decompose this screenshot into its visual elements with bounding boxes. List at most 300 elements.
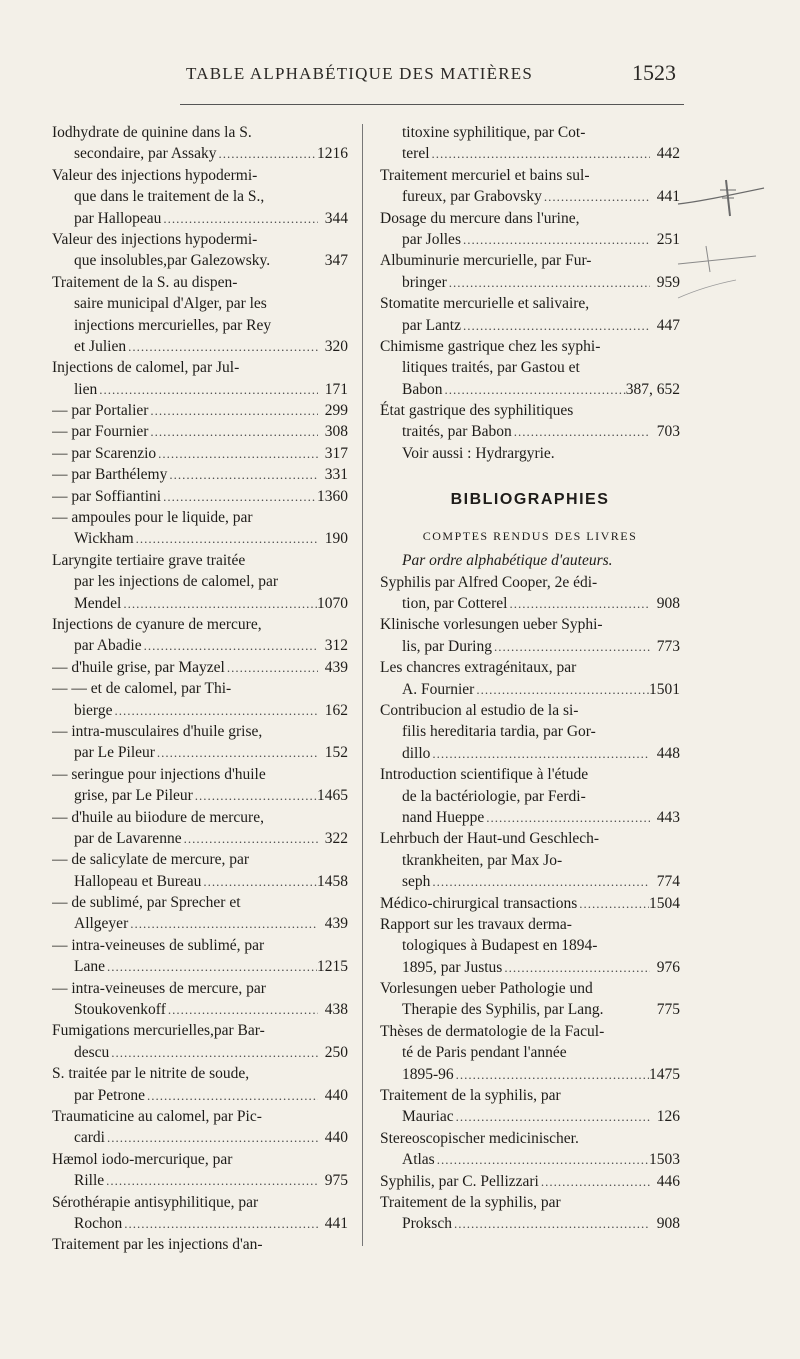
- entry-text: et Julien: [74, 337, 127, 355]
- entry-text: — par Soffiantini: [52, 487, 162, 505]
- entry-text: — par Scarenzio: [52, 444, 157, 462]
- page-reference: 908: [656, 1215, 680, 1233]
- entry-text: Traitement de la syphilis, par: [380, 1193, 561, 1211]
- index-entry-line: [52, 935, 348, 956]
- page-reference: 440: [324, 1086, 348, 1104]
- dot-leader: [145, 1085, 318, 1106]
- index-entry-line: [380, 978, 680, 999]
- entry-text: État gastrique des syphilitiques: [380, 402, 574, 420]
- index-entry-line: [52, 978, 348, 999]
- dot-leader: [507, 593, 650, 614]
- dot-leader: [167, 464, 318, 485]
- dot-leader: [166, 999, 318, 1020]
- column-divider: [362, 124, 363, 1246]
- dot-leader: [452, 1213, 650, 1234]
- page-reference: 1503: [649, 1151, 680, 1169]
- entry-text: Stoukovenkoff: [74, 1001, 166, 1019]
- bibliography-entries: [380, 572, 680, 1235]
- entry-text: — de sublimé, par Sprecher et: [52, 894, 241, 912]
- entry-text: Injections de calomel, par Jul-: [52, 359, 240, 377]
- dot-leader: [142, 635, 318, 656]
- index-entry-line: [52, 186, 348, 207]
- entry-text: — d'huile au biiodure de mercure,: [52, 808, 264, 826]
- index-entry-line: [52, 614, 348, 635]
- index-entry-line: [380, 614, 680, 635]
- entry-text: Lane: [74, 958, 105, 976]
- index-entry-line: [380, 1064, 680, 1085]
- entry-text: saire municipal d'Alger, par les: [74, 295, 267, 313]
- dot-leader: [442, 379, 625, 400]
- entry-text: Stereoscopischer medicinischer.: [380, 1129, 579, 1147]
- page-reference: 251: [656, 230, 680, 248]
- page-reference: 126: [656, 1108, 680, 1126]
- dot-leader: [155, 742, 318, 763]
- page-reference: 775: [656, 1001, 680, 1019]
- entry-text: — ampoules pour le liquide, par: [52, 509, 253, 527]
- entry-text: de la bactériologie, par Ferdi-: [402, 787, 586, 805]
- entry-text: — — et de calomel, par Thi-: [52, 680, 232, 698]
- index-entry-line: [380, 379, 680, 400]
- index-entry-line: [52, 486, 348, 507]
- dot-leader: [134, 528, 318, 549]
- entry-text: lien: [74, 380, 98, 398]
- entry-text: dillo: [402, 744, 431, 762]
- index-entry-line: [52, 828, 348, 849]
- entry-text: titoxine syphilitique, par Cot-: [402, 124, 586, 141]
- index-entry-line: [52, 208, 348, 229]
- page-header: [0, 62, 800, 92]
- index-entry-line: [52, 1042, 348, 1063]
- entry-text: — de salicylate de mercure, par: [52, 851, 250, 869]
- index-entry-line: [52, 143, 348, 164]
- index-entry-line: [52, 635, 348, 656]
- index-entry-line: [380, 807, 680, 828]
- page-reference: 908: [656, 595, 680, 613]
- dot-leader: [461, 229, 650, 250]
- entry-text: Atlas: [402, 1151, 435, 1169]
- entry-text: terel: [402, 145, 430, 163]
- index-entry-line: [52, 293, 348, 314]
- entry-text: injections mercurielles, par Rey: [74, 316, 272, 334]
- page-reference: 441: [324, 1214, 348, 1232]
- page-reference: 448: [656, 744, 680, 762]
- index-entry-line: [380, 250, 680, 271]
- page-reference: 441: [656, 188, 680, 206]
- page-reference: 446: [656, 1172, 680, 1190]
- index-entry-line: [52, 272, 348, 293]
- entry-text: Chimisme gastrique chez les syphi-: [380, 337, 601, 355]
- page-reference: 308: [324, 423, 348, 441]
- index-entry-line: [52, 1213, 348, 1234]
- entry-text: Injections de cyanure de mercure,: [52, 615, 262, 633]
- dot-leader: [502, 957, 650, 978]
- dot-leader: [512, 421, 650, 442]
- index-entry-line: [52, 315, 348, 336]
- index-entry-line: [52, 593, 348, 614]
- entry-text: Introduction scientifique à l'étude: [380, 766, 589, 784]
- index-entry-line: [52, 507, 348, 528]
- index-entry-line: [52, 1149, 348, 1170]
- entry-text: grise, par Le Pileur: [74, 787, 193, 805]
- entry-text: Fumigations mercurielles,par Bar-: [52, 1022, 265, 1040]
- left-column: [52, 122, 348, 1256]
- index-entry-line: [52, 871, 348, 892]
- page-reference: 443: [656, 808, 680, 826]
- index-entry-line: [52, 443, 348, 464]
- page-reference: 774: [656, 873, 680, 891]
- index-entry-line: [380, 272, 680, 293]
- dot-leader: [225, 657, 318, 678]
- entry-text: — par Barthélemy: [52, 466, 168, 484]
- index-entry-line: [52, 1063, 348, 1084]
- index-entry-line: [52, 657, 348, 678]
- entry-text: Thèses de dermatologie de la Facul-: [380, 1022, 605, 1040]
- entry-text: par les injections de calomel, par: [74, 573, 279, 591]
- entry-text: fureux, par Grabovsky: [402, 188, 542, 206]
- page-reference: 975: [324, 1172, 348, 1190]
- entry-text: Valeur des injections hypodermi-: [52, 230, 258, 248]
- dot-leader: [539, 1171, 650, 1192]
- index-entry-line: [380, 999, 680, 1020]
- header-rule: [180, 104, 684, 105]
- index-entry-line: [380, 593, 680, 614]
- entry-text: par Hallopeau: [74, 209, 162, 227]
- dot-leader: [126, 336, 318, 357]
- entry-text: Wickham: [74, 530, 134, 548]
- index-entry-line: [52, 1085, 348, 1106]
- entry-text: secondaire, par Assaky: [74, 145, 217, 163]
- entry-text: Traitement mercuriel et bains sul-: [380, 166, 590, 184]
- index-entry-line: [380, 721, 680, 742]
- entry-text: Rapport sur les travaux derma-: [380, 915, 572, 933]
- entry-text: Klinische vorlesungen ueber Syphi-: [380, 616, 603, 634]
- bibliography-intro: Par ordre alphabétique d'auteurs.: [402, 552, 613, 570]
- dot-leader: [161, 208, 318, 229]
- index-entry-line: [52, 678, 348, 699]
- index-entry-line: [52, 464, 348, 485]
- dot-leader: [201, 871, 317, 892]
- index-entry-line: [380, 828, 680, 849]
- entry-text: Dosage du mercure dans l'urine,: [380, 209, 580, 227]
- dot-leader: [454, 1106, 650, 1127]
- entry-text: Rochon: [74, 1214, 123, 1232]
- page-reference: 320: [324, 337, 348, 355]
- dot-leader: [430, 871, 650, 892]
- page-reference: 439: [324, 658, 348, 676]
- index-entry-line: [380, 572, 680, 593]
- page-reference: 1216: [317, 145, 348, 163]
- dot-leader: [193, 785, 317, 806]
- index-entry-line: [52, 122, 348, 143]
- entry-text: Traitement de la syphilis, par: [380, 1087, 561, 1105]
- page-reference: 312: [324, 637, 348, 655]
- entry-text: Vorlesungen ueber Pathologie und: [380, 980, 593, 998]
- entry-text: tologiques à Budapest en 1894-: [402, 937, 598, 955]
- dot-leader: [97, 379, 318, 400]
- dot-leader: [216, 143, 317, 164]
- index-entry-line: [380, 1042, 680, 1063]
- index-entry-line: [52, 764, 348, 785]
- page-reference: 152: [324, 744, 348, 762]
- dot-leader: [542, 186, 650, 207]
- index-entry-line: [380, 743, 680, 764]
- bibliography-heading: BIBLIOGRAPHIES: [450, 491, 610, 509]
- index-entry-line: [52, 1192, 348, 1213]
- entry-text: — par Fournier: [52, 423, 149, 441]
- entry-text: Voir aussi : Hydrargyrie.: [402, 444, 555, 462]
- entry-text: seph: [402, 873, 431, 891]
- entry-text: bringer: [402, 273, 447, 291]
- entry-text: par Abadie: [74, 637, 142, 655]
- page-reference: 439: [324, 915, 348, 933]
- index-entry-line: [380, 293, 680, 314]
- index-entry-line: [380, 400, 680, 421]
- entry-text: Contribucion al estudio de la si-: [380, 701, 579, 719]
- index-entry-line: [52, 999, 348, 1020]
- dot-leader: [492, 636, 650, 657]
- entry-text: Rille: [74, 1172, 105, 1190]
- entry-text: par Jolles: [402, 230, 461, 248]
- page-reference: 190: [324, 530, 348, 548]
- dot-leader: [128, 913, 318, 934]
- dot-leader: [461, 315, 650, 336]
- entry-text: Allgeyer: [74, 915, 129, 933]
- entry-text: que dans le traitement de la S.,: [74, 188, 265, 206]
- index-entry-line: [52, 1127, 348, 1148]
- index-entry-line: [380, 357, 680, 378]
- entry-text: litiques traités, par Gastou et: [402, 359, 580, 377]
- entry-text: Stomatite mercurielle et salivaire,: [380, 295, 590, 313]
- entry-text: Traitement par les injections d'an-: [52, 1236, 263, 1254]
- index-entry-line: [380, 315, 680, 336]
- index-entry-line: [380, 935, 680, 956]
- entry-text: — intra-veineuses de mercure, par: [52, 979, 266, 997]
- dot-leader: [435, 1149, 649, 1170]
- page-reference: 1501: [649, 680, 680, 698]
- dot-leader: [484, 807, 650, 828]
- index-entry-line: [380, 1085, 680, 1106]
- index-entry-line: [52, 1106, 348, 1127]
- entry-text: par Petrone: [74, 1086, 146, 1104]
- index-entry-line: [52, 379, 348, 400]
- entry-text: par Lantz: [402, 316, 461, 334]
- page-reference: 976: [656, 958, 680, 976]
- page-reference: 162: [324, 701, 348, 719]
- entry-text: — par Portalier: [52, 402, 149, 420]
- entry-text: Mauriac: [402, 1108, 454, 1126]
- page-reference: 447: [656, 316, 680, 334]
- entry-text: Laryngite tertiaire grave traitée: [52, 551, 246, 569]
- entry-text: tkrankheiten, par Max Jo-: [402, 851, 563, 869]
- index-entry-line: [380, 657, 680, 678]
- dot-leader: [105, 956, 317, 977]
- index-entry-line: [380, 1149, 680, 1170]
- page-reference: 331: [324, 466, 348, 484]
- index-entry-line: [380, 700, 680, 721]
- index-entry-line: [52, 1020, 348, 1041]
- page-reference: 1070: [317, 594, 348, 612]
- index-entry-line: [380, 1106, 680, 1127]
- index-entry-line: [52, 400, 348, 421]
- entry-text: Syphilis par Alfred Cooper, 2e édi-: [380, 573, 598, 591]
- entry-text: nand Hueppe: [402, 808, 485, 826]
- dot-leader: [109, 1042, 318, 1063]
- dot-leader: [182, 828, 318, 849]
- page-reference: 171: [324, 380, 348, 398]
- index-entry-line: [52, 700, 348, 721]
- entry-text: Lehrbuch der Haut-und Geschlech-: [380, 830, 600, 848]
- index-entry-line: [380, 893, 680, 914]
- entry-text: 1895, par Justus: [402, 958, 503, 976]
- index-entry-line: [380, 1192, 680, 1213]
- index-entry-line: [380, 421, 680, 442]
- page-reference: 317: [324, 444, 348, 462]
- entry-text: Albuminurie mercurielle, par Fur-: [380, 252, 592, 270]
- entry-text: que insolubles,par Galezowsky.: [74, 252, 271, 270]
- index-entry-line: [52, 336, 348, 357]
- dot-leader: [430, 743, 650, 764]
- entry-text: Mendel: [74, 594, 122, 612]
- index-entry-line: [380, 914, 680, 935]
- entry-text: 1895-96: [402, 1065, 454, 1083]
- page-reference: 1458: [317, 872, 348, 890]
- index-entry-line: [380, 229, 680, 250]
- index-entry-line: [52, 956, 348, 977]
- index-entry-line: [380, 336, 680, 357]
- dot-leader: [161, 486, 317, 507]
- bibliography-subheading: COMPTES RENDUS DES LIVRES: [422, 529, 638, 544]
- index-entry-line: [52, 250, 348, 271]
- entry-text: A. Fournier: [402, 680, 475, 698]
- page-reference: 703: [656, 423, 680, 441]
- index-entry-line: [52, 550, 348, 571]
- dot-leader: [474, 679, 649, 700]
- index-entry-line: [52, 1170, 348, 1191]
- page-reference: 959: [656, 273, 680, 291]
- index-entry-line: [52, 571, 348, 592]
- index-entry-line: [380, 122, 680, 143]
- index-entry-line: [380, 1128, 680, 1149]
- entry-text: Proksch: [402, 1215, 452, 1233]
- page-reference: 322: [324, 829, 348, 847]
- page-reference: 387, 652: [625, 380, 680, 398]
- page-reference: 438: [324, 1001, 348, 1019]
- entry-text: Traitement de la S. au dispen-: [52, 273, 238, 291]
- entry-text: — intra-musculaires d'huile grise,: [52, 722, 263, 740]
- index-entry-line: [380, 165, 680, 186]
- entry-text: — d'huile grise, par Mayzel: [52, 658, 225, 676]
- dot-leader: [105, 1127, 318, 1148]
- index-entry-line: [52, 742, 348, 763]
- entry-text: Iodhydrate de quinine dans la S.: [52, 124, 252, 141]
- index-entry-line: [380, 1213, 680, 1234]
- index-entry-line: [380, 143, 680, 164]
- entry-text: Traumaticine au calomel, par Pic-: [52, 1107, 262, 1125]
- dot-leader: [104, 1170, 318, 1191]
- dot-leader: [430, 143, 650, 164]
- page-reference: 1360: [317, 487, 348, 505]
- page-reference: 299: [324, 402, 348, 420]
- entry-text: par Le Pileur: [74, 744, 155, 762]
- dot-leader: [121, 593, 317, 614]
- dot-leader: [156, 443, 318, 464]
- index-entry-line: [380, 850, 680, 871]
- entry-text: Les chancres extragénitaux, par: [380, 659, 577, 677]
- right-column: [380, 122, 680, 1235]
- running-title: TABLE ALPHABÉTIQUE DES MATIÈRES: [186, 64, 534, 83]
- dot-leader: [577, 893, 649, 914]
- index-entry-line: [380, 957, 680, 978]
- entry-text: Hallopeau et Bureau: [74, 872, 202, 890]
- index-entry-line: [380, 764, 680, 785]
- index-entry-line: [52, 913, 348, 934]
- page-number: 1523: [632, 60, 676, 85]
- index-entry-line: [52, 721, 348, 742]
- entry-text: lis, par During: [402, 637, 492, 655]
- index-entry-line: [52, 229, 348, 250]
- entry-text: Hæmol iodo-mercurique, par: [52, 1150, 233, 1168]
- entry-text: S. traitée par le nitrite de soude,: [52, 1065, 250, 1083]
- page-reference: 347: [324, 252, 348, 270]
- dot-leader: [454, 1064, 649, 1085]
- entry-text: cardi: [74, 1129, 105, 1147]
- entry-text: Babon: [402, 380, 443, 398]
- page-reference: 440: [324, 1129, 348, 1147]
- entry-text: — intra-veineuses de sublimé, par: [52, 936, 265, 954]
- page-reference: 1215: [317, 958, 348, 976]
- index-entry-line: [52, 1234, 348, 1255]
- pencil-annotation-mark: [676, 176, 766, 306]
- entry-text: traités, par Babon: [402, 423, 512, 441]
- index-entry-line: [52, 528, 348, 549]
- index-entry-line: [52, 357, 348, 378]
- page-reference: 344: [324, 209, 348, 227]
- page-reference: 773: [656, 637, 680, 655]
- index-entry-line: [380, 443, 680, 464]
- page-reference: 250: [324, 1043, 348, 1061]
- dot-leader: [122, 1213, 318, 1234]
- page-reference: 442: [656, 145, 680, 163]
- index-entry-line: [52, 807, 348, 828]
- index-entry-line: [52, 892, 348, 913]
- index-entry-line: [380, 1021, 680, 1042]
- entry-text: filis hereditaria tardia, par Gor-: [402, 723, 596, 741]
- index-entry-line: [52, 421, 348, 442]
- dot-leader: [447, 272, 650, 293]
- right-column-entries: [380, 122, 680, 464]
- entry-text: bierge: [74, 701, 113, 719]
- index-entry-line: [52, 849, 348, 870]
- index-entry-line: [380, 186, 680, 207]
- index-entry-line: [380, 636, 680, 657]
- dot-leader: [112, 700, 318, 721]
- entry-text: Therapie des Syphilis, par Lang.: [402, 1001, 604, 1019]
- entry-text: Médico-chirurgical transactions: [380, 894, 578, 912]
- index-entry-line: [380, 1171, 680, 1192]
- dot-leader: [148, 421, 318, 442]
- entry-text: Sérothérapie antisyphilitique, par: [52, 1193, 259, 1211]
- page-reference: 1504: [649, 894, 680, 912]
- index-entry-line: [52, 785, 348, 806]
- dot-leader: [148, 400, 318, 421]
- entry-text: Syphilis, par C. Pellizzari: [380, 1172, 539, 1190]
- entry-text: par de Lavarenne: [74, 829, 182, 847]
- index-entry-line: [380, 208, 680, 229]
- index-entry-line: [380, 679, 680, 700]
- index-entry-line: [380, 871, 680, 892]
- entry-text: Valeur des injections hypodermi-: [52, 166, 258, 184]
- page-reference: 1465: [317, 787, 348, 805]
